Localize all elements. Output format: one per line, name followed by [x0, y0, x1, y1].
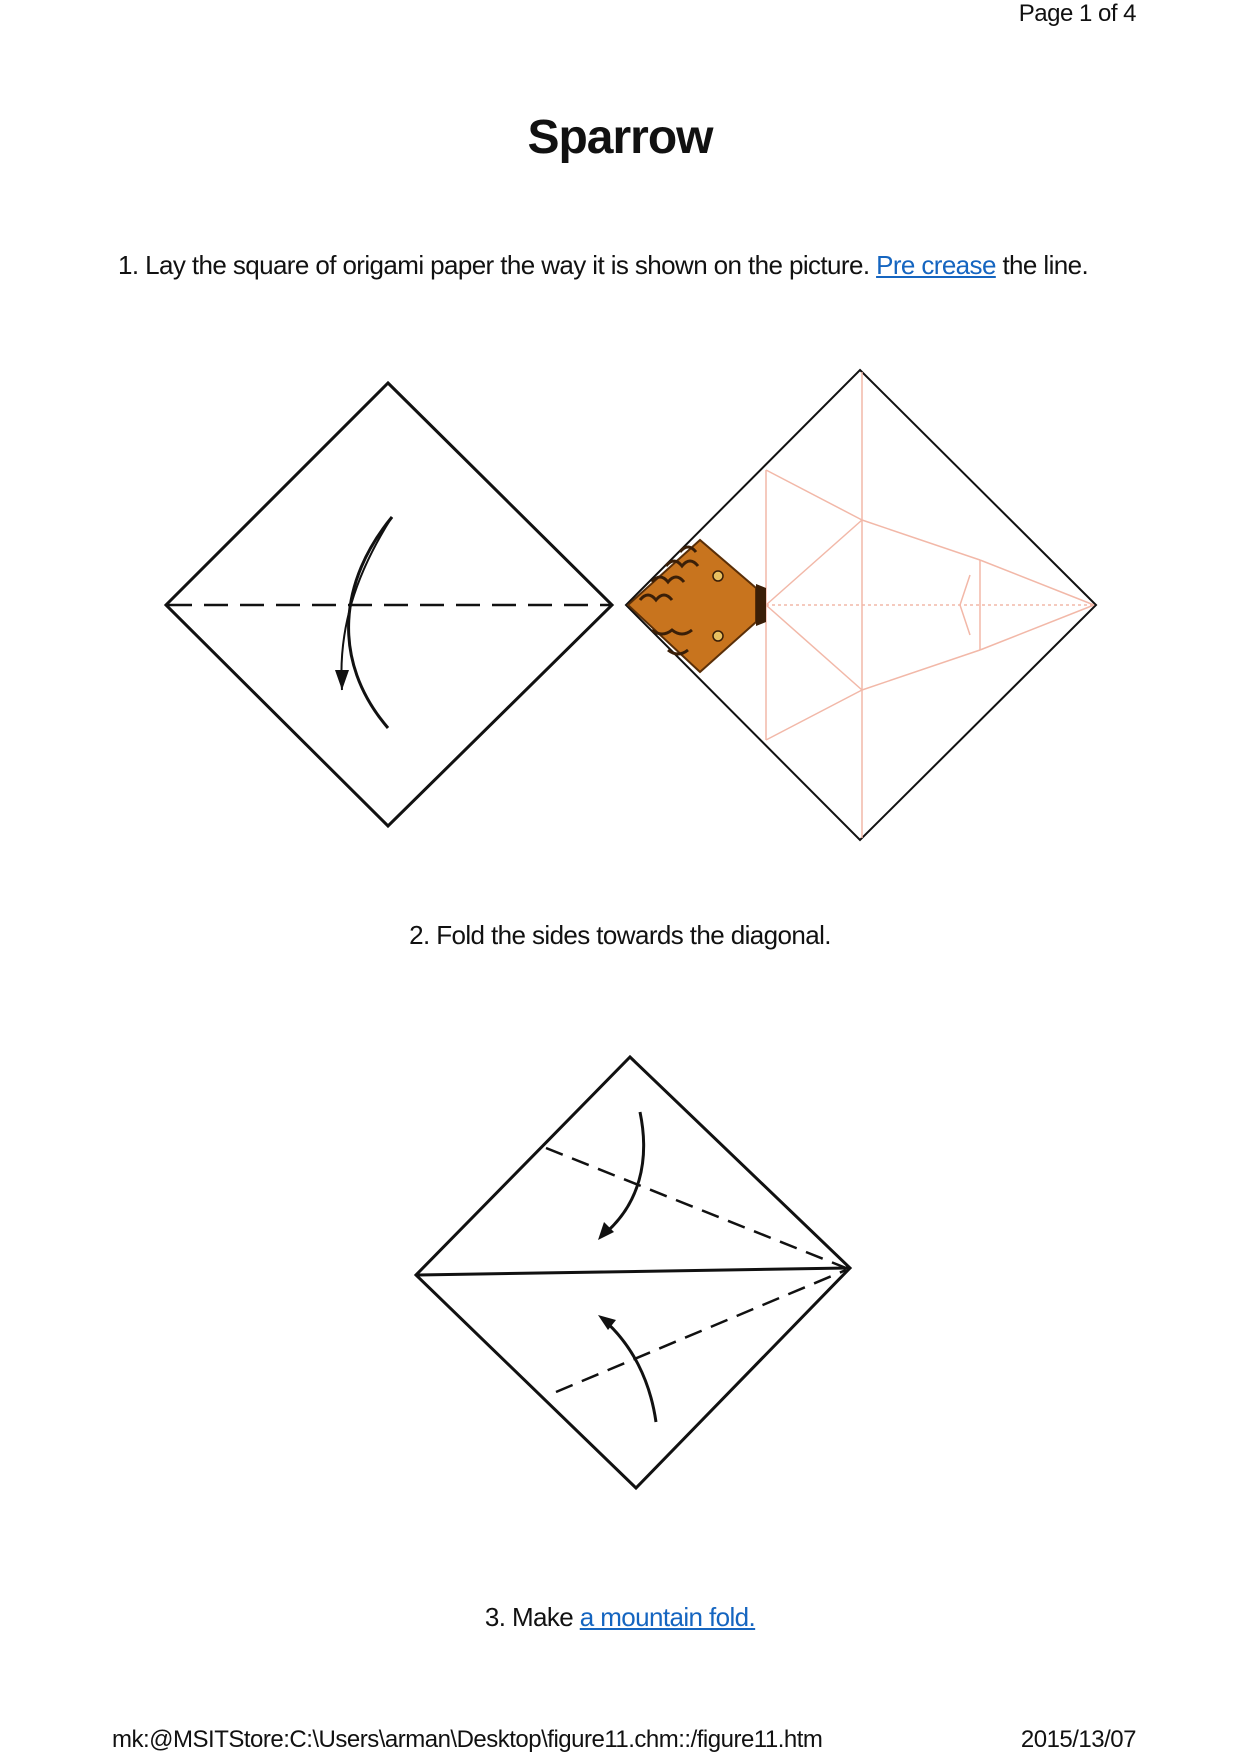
pre-crease-link[interactable]: Pre crease	[876, 250, 996, 280]
footer-date: 2015/13/07	[1020, 1726, 1136, 1753]
mountain-fold-link[interactable]: a mountain fold.	[579, 1602, 756, 1632]
page-number: Page 1 of 4	[1018, 0, 1136, 27]
footer-path: mk:@MSITStore:C:\Users\arman\Desktop\figure11.chm::/figure11.htm	[112, 1726, 823, 1753]
step-3-text: Make	[511, 1602, 574, 1632]
step-2-number: 2.	[409, 920, 430, 950]
page-title: Sparrow	[527, 111, 713, 164]
step-1-number: 1.	[118, 250, 139, 280]
step-3-instruction	[0, 1602, 1240, 1633]
step-3-number: 3.	[484, 1602, 506, 1632]
step-1-text-after: the line.	[1002, 250, 1089, 280]
step-1-text: Lay the square of origami paper the way it is shown on the picture.	[145, 250, 870, 280]
step-2-text: Fold the sides towards the diagonal.	[436, 920, 831, 950]
